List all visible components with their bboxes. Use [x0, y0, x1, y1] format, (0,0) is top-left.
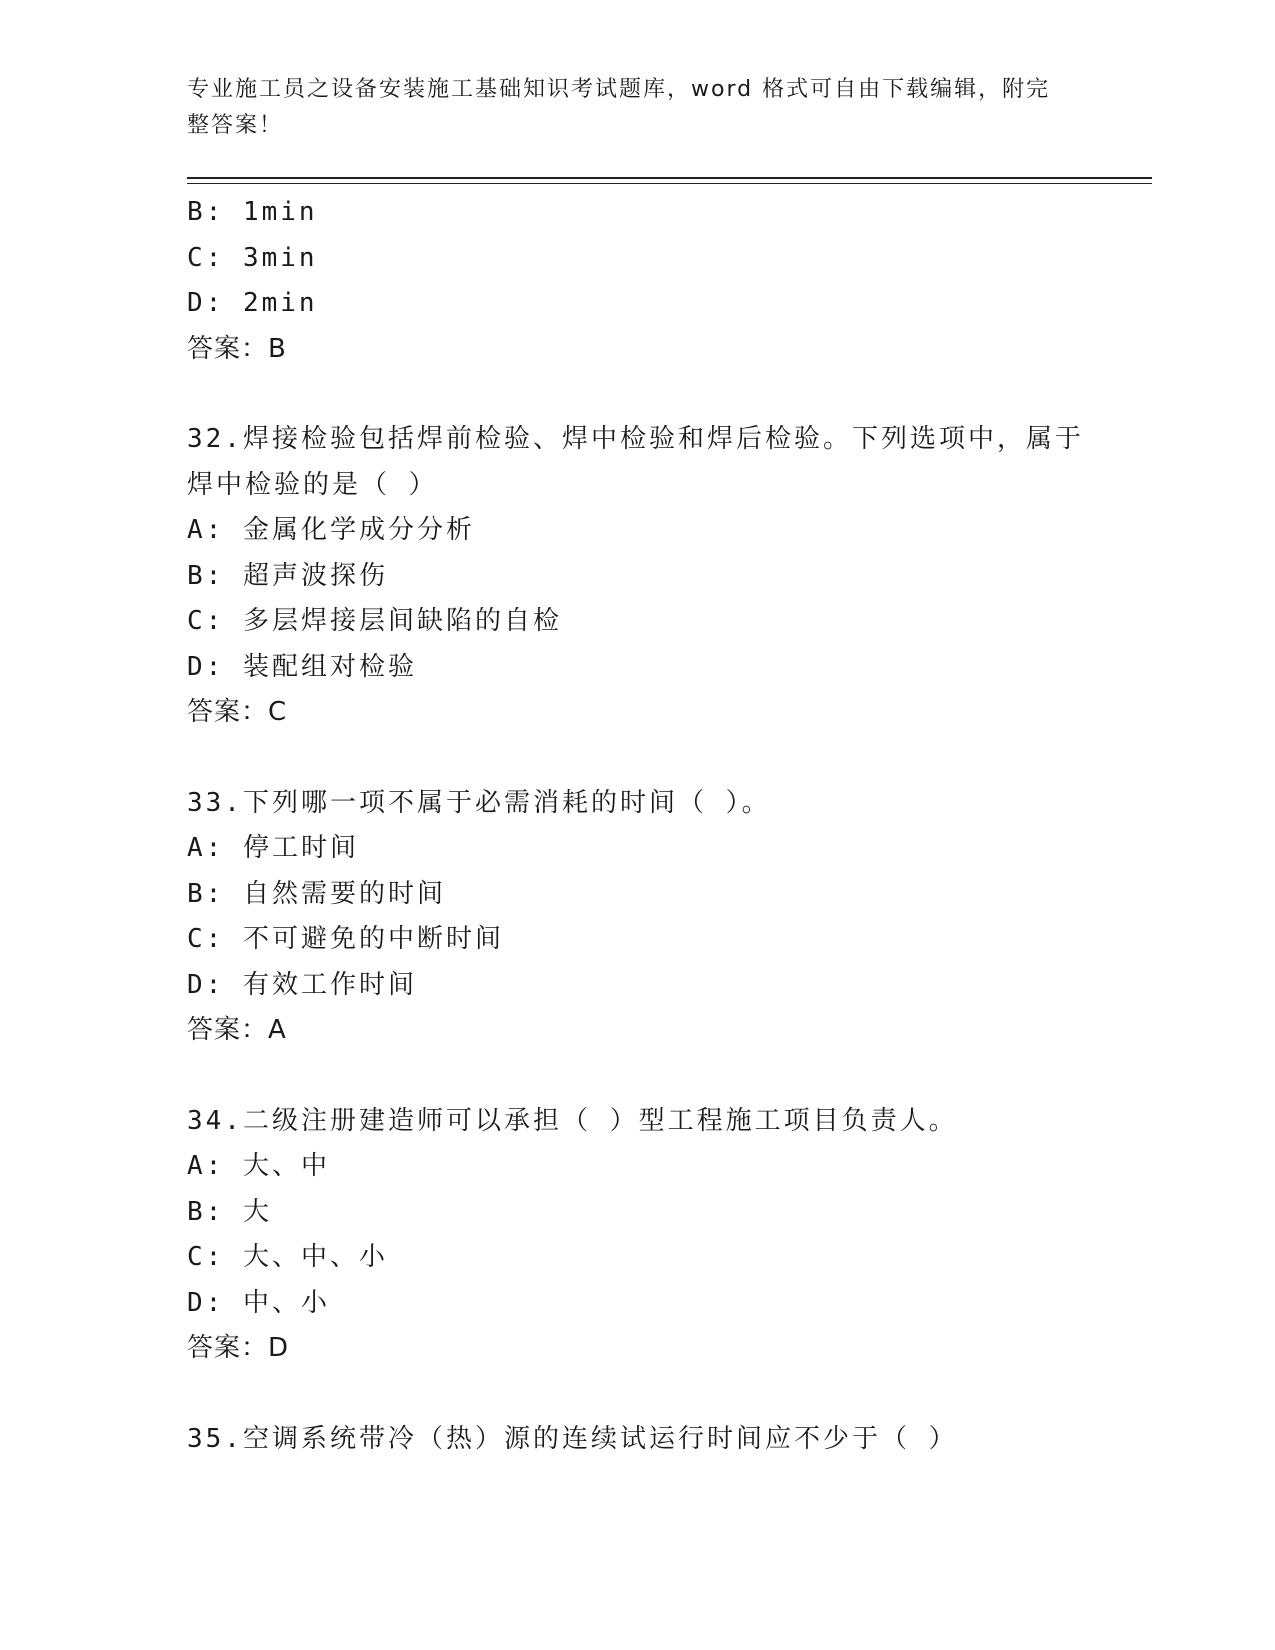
- question-33: [187, 781, 1107, 1054]
- option-b: B: 超声波探伤: [187, 560, 388, 591]
- answer-line: 答案：D: [187, 1333, 290, 1363]
- option-b: B: 1min: [187, 197, 318, 227]
- question-32: [187, 417, 1107, 736]
- option-a: A: 金属化学成分分析: [187, 515, 475, 545]
- option-a: A: 停工时间: [187, 833, 359, 863]
- answer-line: 答案：A: [187, 1015, 287, 1045]
- question-stem-continued: 焊中检验的是（ ）: [187, 469, 438, 500]
- option-d: D: 装配组对检验: [187, 651, 417, 682]
- document-intro: [187, 72, 1087, 144]
- intro-line-1: 专业施工员之设备安装施工基础知识考试题库，word 格式可自由下载编辑，附完: [187, 77, 1051, 102]
- intro-line-2: 整答案！: [187, 113, 284, 138]
- question-34: [187, 1099, 1107, 1372]
- question-stem: 35.空调系统带冷（热）源的连续试运行时间应不少于（ ）: [187, 1423, 958, 1454]
- answer-line: 答案：C: [187, 697, 288, 727]
- answer-line: 答案：B: [187, 333, 287, 364]
- question-stem: 32.焊接检验包括焊前检验、焊中检验和焊后检验。下列选项中，属于: [187, 424, 1084, 454]
- option-c: C: 大、中、小: [187, 1242, 388, 1272]
- option-d: D: 2min: [187, 288, 318, 318]
- option-c: C: 不可避免的中断时间: [187, 924, 504, 954]
- option-b: B: 大: [187, 1196, 272, 1227]
- option-c: C: 3min: [187, 242, 318, 273]
- header-divider-thin: [187, 183, 1152, 184]
- question-stem: 34.二级注册建造师可以承担（ ）型工程施工项目负责人。: [187, 1105, 958, 1136]
- question-35: [187, 1417, 1107, 1463]
- question-31-continued: [187, 190, 1107, 372]
- option-b: B: 自然需要的时间: [187, 878, 446, 909]
- question-list: [187, 190, 1107, 1462]
- option-c: C: 多层焊接层间缺陷的自检: [187, 606, 562, 636]
- option-d: D: 中、小: [187, 1287, 330, 1318]
- option-a: A: 大、中: [187, 1151, 330, 1181]
- option-d: D: 有效工作时间: [187, 969, 417, 1000]
- question-stem: 33.下列哪一项不属于必需消耗的时间（ ）。: [187, 787, 771, 818]
- header-divider-thick: [187, 177, 1152, 179]
